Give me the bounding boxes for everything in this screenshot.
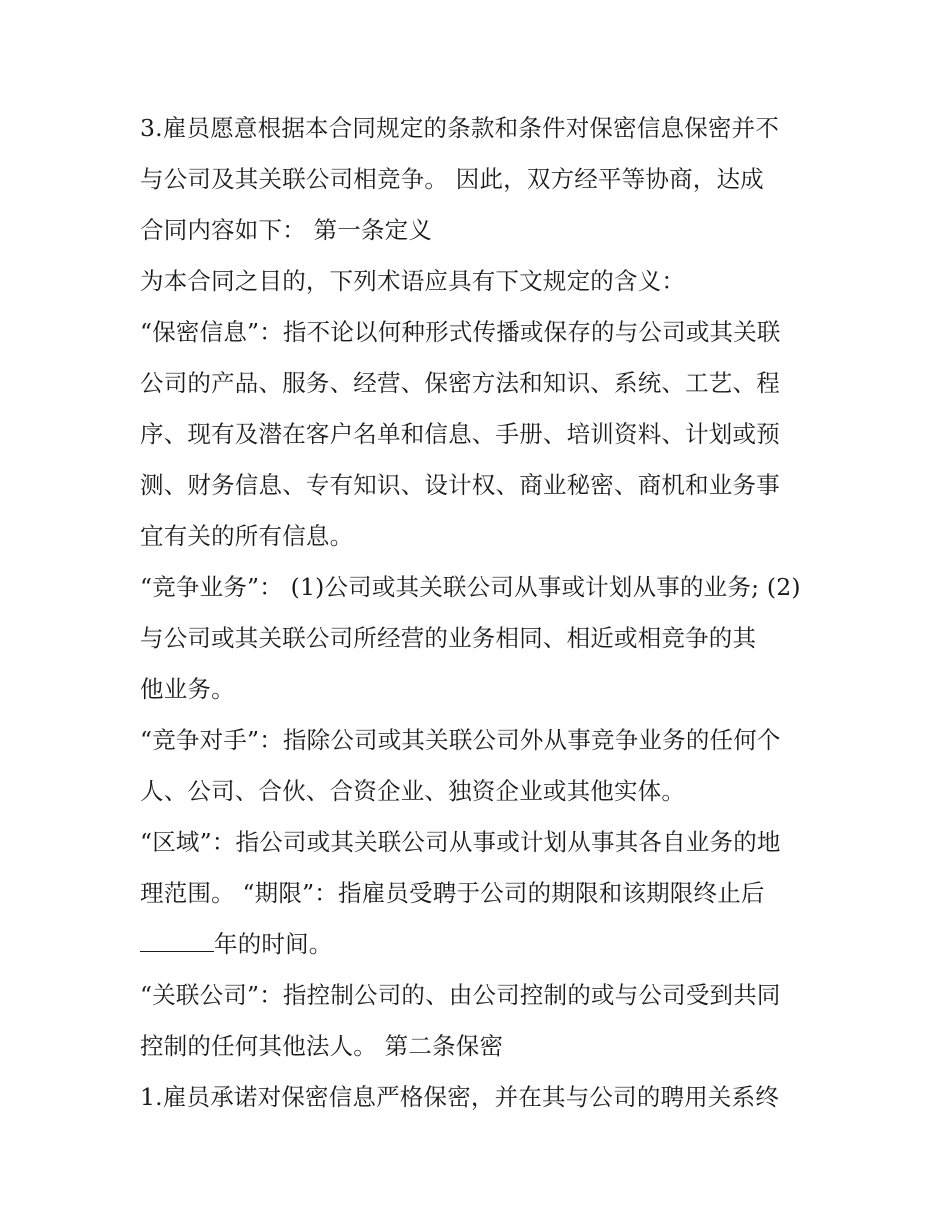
text-line: 宜有关的所有信息。 <box>140 522 354 550</box>
text-line: “区域”：指公司或其关联公司从事或计划从事其各自业务的地 <box>140 828 781 856</box>
text-line: 理范围。 “期限”：指雇员受聘于公司的期限和该期限终止后 <box>140 879 765 907</box>
text-line: “竞争业务”： (1)公司或其关联公司从事或计划从事的业务; (2) <box>140 573 801 601</box>
text-line: 测、财务信息、专有知识、设计权、商业秘密、商机和业务事 <box>140 471 780 499</box>
fill-in-blank <box>140 921 214 952</box>
text-line: 序、现有及潜在客户名单和信息、手册、培训资料、计划或预 <box>140 420 780 448</box>
text-line: “竞争对手”：指除公司或其关联公司外从事竞争业务的任何个 <box>140 726 781 754</box>
text-line: 人、公司、合伙、合资企业、独资企业或其他实体。 <box>140 777 686 805</box>
text-line: 1.雇员承诺对保密信息严格保密，并在其与公司的聘用关系终 <box>140 1083 780 1111</box>
text-line: 为本合同之目的，下列术语应具有下文规定的含义： <box>140 267 686 295</box>
document-body <box>140 103 830 1123</box>
text-line: 与公司或其关联公司所经营的业务相同、相近或相竞争的其 <box>140 624 757 652</box>
text-line-with-blank <box>140 919 830 970</box>
text-line: 控制的任何其他法人。 第二条保密 <box>140 1032 504 1060</box>
text-line: 与公司及其关联公司相竞争。 因此，双方经平等协商，达成 <box>140 165 764 193</box>
text-line: 公司的产品、服务、经营、保密方法和知识、系统、工艺、程 <box>140 369 780 397</box>
text-line: 合同内容如下： 第一条定义 <box>140 216 433 244</box>
blank-line-suffix: 年的时间。 <box>214 930 333 958</box>
text-line: “保密信息”：指不论以何种形式传播或保存的与公司或其关联 <box>140 318 781 346</box>
text-line: 3.雇员愿意根据本合同规定的条款和条件对保密信息保密并不 <box>140 114 780 142</box>
text-line: 他业务。 <box>140 675 235 703</box>
text-line: “关联公司”：指控制公司的、由公司控制的或与公司受到共同 <box>140 981 781 1009</box>
